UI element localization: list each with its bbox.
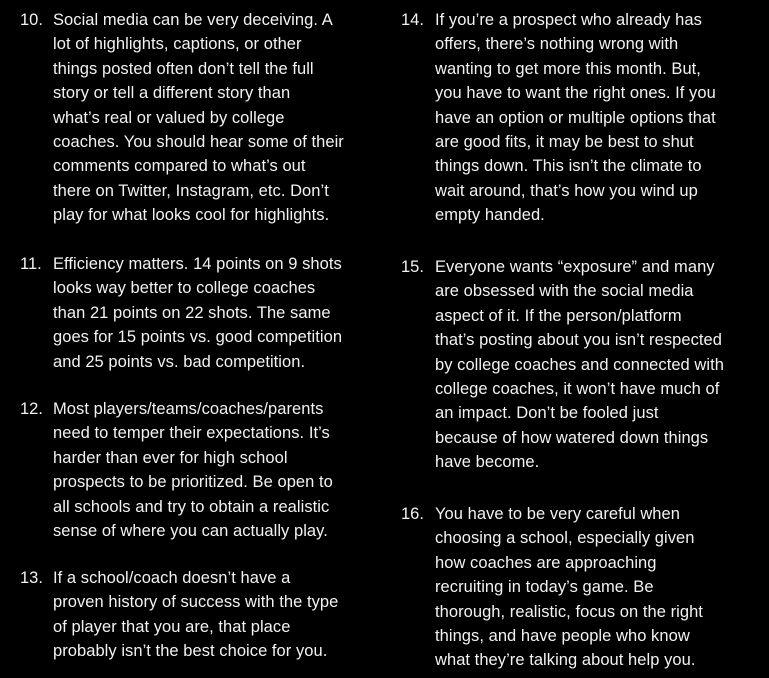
text-line: empty handed.	[435, 206, 545, 225]
item-text	[53, 8, 344, 228]
text-line: Most players/teams/coaches/parents	[53, 400, 324, 418]
text-line: proven history of success with the type	[53, 593, 339, 612]
text-line: Social media can be very deceiving. A	[53, 11, 333, 29]
item-text	[53, 397, 333, 543]
item-text	[435, 502, 703, 673]
text-line: story or tell a different story than	[53, 84, 291, 103]
item-text	[435, 8, 716, 228]
text-line: you have to want the right ones. If you	[435, 84, 716, 103]
text-line: by college coaches and connected with	[435, 355, 724, 374]
item-number: 11.	[20, 255, 42, 273]
item-number: 13.	[20, 569, 43, 587]
text-line: an impact. Don’t be fooled just	[435, 404, 659, 423]
text-line: goes for 15 points vs. good competition	[53, 328, 343, 347]
text-line: things, and have people who know	[435, 627, 690, 646]
text-line: wait around, that’s how you wind up	[435, 181, 698, 200]
text-line: how coaches are approaching	[435, 553, 657, 572]
text-line: things posted often don’t tell the full	[53, 59, 314, 78]
item-number: 14.	[401, 11, 424, 29]
text-line: harder than ever for high school	[53, 448, 288, 467]
item-number: 16.	[401, 505, 424, 523]
text-line: what they’re talking about help you.	[435, 651, 696, 670]
text-line: choosing a school, especially given	[435, 529, 695, 548]
text-line: there on Twitter, Instagram, etc. Don’t	[53, 181, 329, 200]
item-text	[53, 566, 338, 664]
text-line: because of how watered down things	[435, 428, 709, 447]
item-text	[53, 252, 342, 374]
text-line: are obsessed with the social media	[435, 282, 694, 301]
text-line: You have to be very careful when	[435, 505, 680, 523]
text-line: play for what looks cool for highlights.	[53, 206, 330, 225]
text-line: all schools and try to obtain a realistic	[53, 497, 330, 516]
text-line: recruiting in today’s game. Be	[435, 578, 654, 597]
text-line: need to temper their expectations. It’s	[53, 424, 330, 443]
text-line: If you’re a prospect who already has	[435, 11, 702, 29]
text-line: Everyone wants “exposure” and many	[435, 258, 715, 276]
text-line: aspect of it. If the person/platform	[435, 306, 682, 325]
text-line: offers, there’s nothing wrong with	[435, 35, 679, 54]
text-line: probably isn’t the best choice for you.	[53, 642, 328, 661]
text-line: If a school/coach doesn’t have a	[53, 569, 291, 587]
text-line: that’s posting about you isn’t respected	[435, 331, 722, 350]
item-number: 10.	[20, 11, 43, 29]
item-number: 15.	[401, 258, 424, 276]
text-line: of player that you are, that place	[53, 617, 291, 636]
text-line: have an option or multiple options that	[435, 108, 716, 127]
text-line: looks way better to college coaches	[53, 279, 316, 298]
item-text	[435, 255, 724, 475]
item-number: 12.	[20, 400, 43, 418]
text-line: prospects to be prioritized. Be open to	[53, 473, 333, 492]
text-line: things down. This isn’t the climate to	[435, 157, 702, 176]
text-line: wanting to get more this month. But,	[435, 59, 701, 78]
text-line: Efficiency matters. 14 points on 9 shots	[53, 255, 342, 273]
text-line: have become.	[435, 453, 540, 472]
text-line: comments compared to what’s out	[53, 157, 306, 176]
text-line: than 21 points on 22 shots. The same	[53, 303, 331, 322]
text-line: and 25 points vs. bad competition.	[53, 352, 306, 371]
text-line: thorough, realistic, focus on the right	[435, 602, 703, 621]
text-line: what’s real or valued by college	[53, 108, 285, 127]
text-line: college coaches, it won’t have much of	[435, 380, 720, 399]
text-line: sense of where you can actually play.	[53, 522, 328, 541]
text-line: are good fits, it may be best to shut	[435, 133, 694, 152]
text-line: lot of highlights, captions, or other	[53, 35, 302, 54]
text-line: coaches. You should hear some of their	[53, 133, 344, 152]
